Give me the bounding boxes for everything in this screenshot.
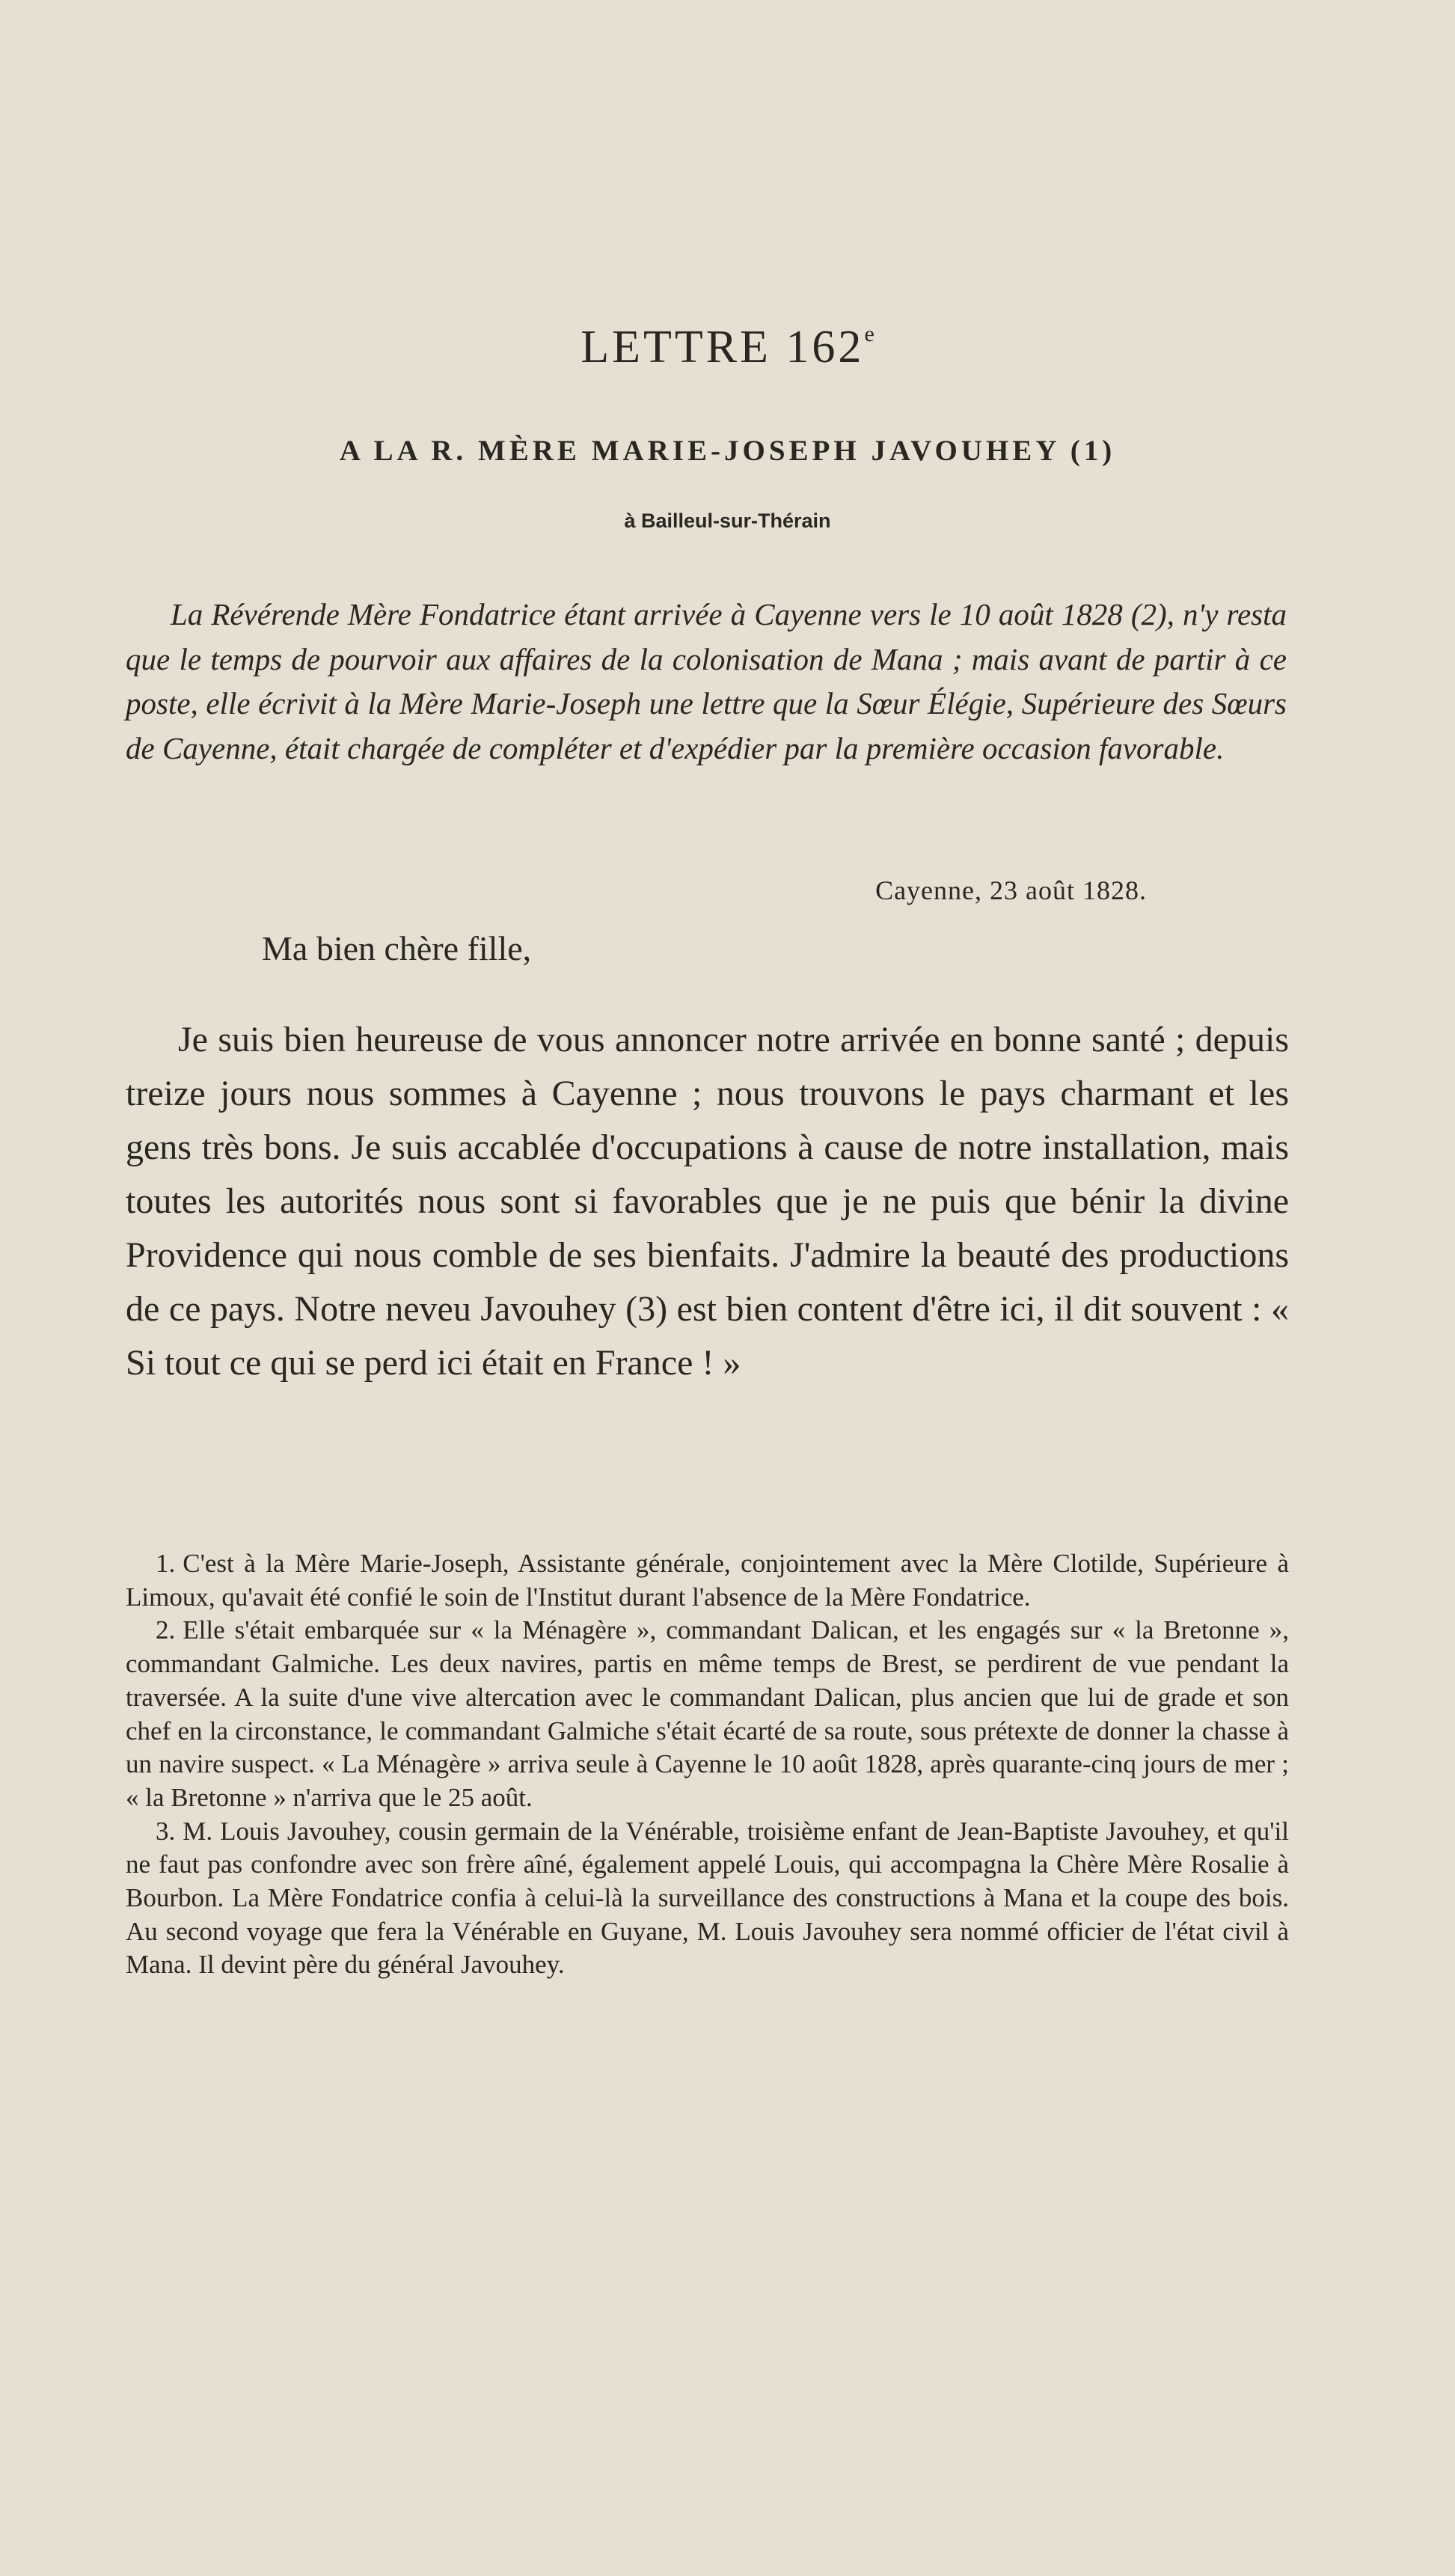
footnote-text: Elle s'était embarquée sur « la Ménagère », commandant Dalican, et les engagés sur « la Bretonne », commandant Galmiche. Les deux navires, partis en même temps de Brest, se perdirent de vue pendant la traversée. A la suite d'une vive altercation avec le commandant Dalican, plus ancien que lui de grade et son chef en la circonstance, le commandant Galmiche s'était écarté de sa route, sous prétexte de donner la chasse à un navire suspect. « La Ménagère » arriva seule à Cayenne le 10 août 1828, après quarante-cinq jours de mer ; « la Bretonne » n'arriva que le 25 août.: [126, 1615, 1289, 1812]
footnote-number: 2.: [156, 1615, 176, 1645]
footnote-3: [126, 1815, 1289, 1983]
footnotes: [126, 1547, 1289, 1982]
letter-title: [0, 322, 1455, 373]
introduction-paragraph: La Révérende Mère Fondatrice étant arrivée à Cayenne vers le 10 août 1828 (2), n'y resta que le temps de pourvoir aux affaires de la colonisation de Mana ; mais avant de partir à ce poste, elle écrivit à la Mère Marie-Joseph une lettre que la Sœur Élégie, Supérieure des Sœurs de Cayenne, était chargée de compléter et d'expédier par la première occasion favorable.: [126, 597, 1287, 765]
footnote-text: C'est à la Mère Marie-Joseph, Assistante générale, conjointement avec la Mère Clotilde, Supérieure à Limoux, qu'avait été confié le soin de l'Institut durant l'absence de la Mère Fondatrice.: [126, 1549, 1289, 1612]
footnote-text: M. Louis Javouhey, cousin germain de la Vénérable, troisième enfant de Jean-Baptiste Javouhey, et qu'il ne faut pas confondre avec son frère aîné, également appelé Louis, qui accompagna la Chère Mère Rosalie à Bourbon. La Mère Fondatrice confia à celui-là la surveillance des constructions à Mana et la coupe des bois. Au second voyage que fera la Vénérable en Guyane, M. Louis Javouhey sera nommé officier de l'état civil à Mana. Il devint père du général Javouhey.: [126, 1816, 1289, 1980]
dateline: Cayenne, 23 août 1828.: [875, 875, 1147, 905]
letter-body: Je suis bien heureuse de vous annoncer notre arrivée en bonne santé ; depuis treize jours nous sommes à Cayenne ; nous trouvons le pays charmant et les gens très bons. Je suis accablée d'occupations à cause de notre installation, mais toutes les autorités nous sont si favorables que je ne puis que bénir la divine Providence qui nous comble de ses bienfaits. J'admire la beauté des productions de ce pays. Notre neveu Javouhey (3) est bien content d'être ici, il dit souvent : « Si tout ce qui se perd ici était en France ! »: [126, 1020, 1289, 1383]
letter-title-suffix: e: [864, 322, 874, 346]
footnote-2: [126, 1614, 1289, 1814]
salutation: Ma bien chère fille,: [262, 929, 532, 967]
recipient-heading: A LA R. MÈRE MARIE-JOSEPH JAVOUHEY (1): [339, 435, 1116, 467]
recipient-location: à Bailleul-sur-Thérain: [624, 510, 831, 532]
letter-title-text: LETTRE 162: [581, 322, 865, 373]
footnote-1: [126, 1547, 1289, 1614]
footnote-number: 1.: [156, 1549, 176, 1578]
footnote-number: 3.: [156, 1816, 176, 1846]
